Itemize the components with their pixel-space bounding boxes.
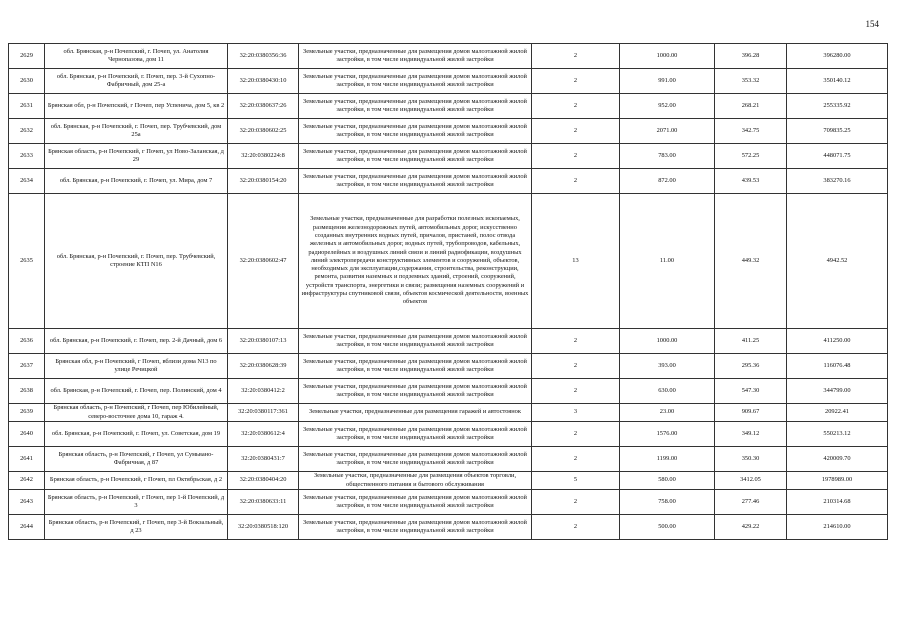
- area-cell: 580.00: [620, 472, 715, 490]
- address-cell: обл. Брянская, р-н Почепский, г. Почеп, ул. Анатолия Чернопазова, дом 11: [45, 44, 228, 69]
- land-use-cell: Земельные участки, предназначенные для размещения домов малоэтажной жилой застройки, в том числе индивидуальной жилой застройки: [299, 119, 532, 144]
- group-cell: 2: [532, 169, 620, 194]
- registry-table: [8, 43, 888, 540]
- table-row: [9, 194, 888, 329]
- table-row: [9, 69, 888, 94]
- address-cell: обл. Брянская, р-н Почепский, г. Почеп, пер. Трубчевский, строение КТП N16: [45, 194, 228, 329]
- group-cell: 2: [532, 69, 620, 94]
- land-use-cell: Земельные участки, предназначенные для размещения домов малоэтажной жилой застройки, в том числе индивидуальной жилой застройки: [299, 422, 532, 447]
- cadastral-value-cell: 116076.48: [787, 354, 888, 379]
- cadastral-number-cell: 32:20:0380612:4: [228, 422, 299, 447]
- address-cell: Брянская обл, р-н Почепский, г Почеп, вблизи дома N13 по улице Речицкой: [45, 354, 228, 379]
- area-cell: 2071.00: [620, 119, 715, 144]
- area-cell: 393.00: [620, 354, 715, 379]
- cadastral-value-cell: 255335.92: [787, 94, 888, 119]
- row-number-cell: 2630: [9, 69, 45, 94]
- cadastral-value-cell: 1978989.00: [787, 472, 888, 490]
- row-number-cell: 2629: [9, 44, 45, 69]
- group-cell: 5: [532, 472, 620, 490]
- cadastral-value-cell: 214610.00: [787, 515, 888, 540]
- table-row: [9, 404, 888, 422]
- address-cell: обл. Брянская, р-н Почепский, г. Почеп, пер. Трубчевский, дом 25а: [45, 119, 228, 144]
- area-cell: 783.00: [620, 144, 715, 169]
- land-use-cell: Земельные участки, предназначенные для размещения домов малоэтажной жилой застройки, в том числе индивидуальной жилой застройки: [299, 94, 532, 119]
- address-cell: Брянская область, р-н Почепский, г Почеп, пл Октябрьская, д 2: [45, 472, 228, 490]
- area-cell: 1000.00: [620, 329, 715, 354]
- specific-value-cell: 572.25: [715, 144, 787, 169]
- specific-value-cell: 3412.05: [715, 472, 787, 490]
- row-number-cell: 2640: [9, 422, 45, 447]
- page-number: 154: [865, 19, 879, 29]
- group-cell: 2: [532, 447, 620, 472]
- cadastral-value-cell: 709835.25: [787, 119, 888, 144]
- cadastral-number-cell: 32:20:0380430:10: [228, 69, 299, 94]
- cadastral-number-cell: 32:20:0380154:20: [228, 169, 299, 194]
- land-use-cell: Земельные участки, предназначенные для размещения домов малоэтажной жилой застройки, в том числе индивидуальной жилой застройки: [299, 44, 532, 69]
- group-cell: 2: [532, 515, 620, 540]
- registry-body: [9, 44, 888, 540]
- cadastral-number-cell: 32:20:0380602:25: [228, 119, 299, 144]
- address-cell: обл. Брянская, р-н Почепский, г. Почеп, пер. 3-й Сухопно-Фабричный, дом 25-а: [45, 69, 228, 94]
- cadastral-value-cell: 344799.00: [787, 379, 888, 404]
- cadastral-number-cell: 32:20:0380633:11: [228, 490, 299, 515]
- cadastral-value-cell: 420009.70: [787, 447, 888, 472]
- cadastral-value-cell: 383270.16: [787, 169, 888, 194]
- group-cell: 2: [532, 119, 620, 144]
- row-number-cell: 2632: [9, 119, 45, 144]
- cadastral-value-cell: 550213.12: [787, 422, 888, 447]
- group-cell: 2: [532, 422, 620, 447]
- row-number-cell: 2631: [9, 94, 45, 119]
- specific-value-cell: 349.12: [715, 422, 787, 447]
- specific-value-cell: 547.30: [715, 379, 787, 404]
- group-cell: 13: [532, 194, 620, 329]
- cadastral-value-cell: 396280.00: [787, 44, 888, 69]
- table-row: [9, 379, 888, 404]
- cadastral-value-cell: 20922.41: [787, 404, 888, 422]
- land-use-cell: Земельные участки, предназначенные для размещения гаражей и автостоянок: [299, 404, 532, 422]
- address-cell: Брянская область, р-н Почепский, г Почеп, пер 1-й Почепский, д 3: [45, 490, 228, 515]
- cadastral-number-cell: 32:20:0380356:36: [228, 44, 299, 69]
- specific-value-cell: 909.67: [715, 404, 787, 422]
- group-cell: 2: [532, 490, 620, 515]
- cadastral-number-cell: 32:20:0380412:2: [228, 379, 299, 404]
- land-use-cell: Земельные участки, предназначенные для размещения объектов торговли, общественного питания и бытового обслуживания: [299, 472, 532, 490]
- row-number-cell: 2641: [9, 447, 45, 472]
- area-cell: 991.00: [620, 69, 715, 94]
- specific-value-cell: 449.32: [715, 194, 787, 329]
- specific-value-cell: 268.21: [715, 94, 787, 119]
- address-cell: обл. Брянская, р-н Почепский, г. Почеп, пер. 2-й Дачный, дом 6: [45, 329, 228, 354]
- land-use-cell: Земельные участки, предназначенные для размещения домов малоэтажной жилой застройки, в том числе индивидуальной жилой застройки: [299, 169, 532, 194]
- specific-value-cell: 295.36: [715, 354, 787, 379]
- specific-value-cell: 350.30: [715, 447, 787, 472]
- row-number-cell: 2636: [9, 329, 45, 354]
- area-cell: 758.00: [620, 490, 715, 515]
- area-cell: 630.00: [620, 379, 715, 404]
- cadastral-number-cell: 32:20:0380637:26: [228, 94, 299, 119]
- area-cell: 23.00: [620, 404, 715, 422]
- row-number-cell: 2643: [9, 490, 45, 515]
- area-cell: 872.00: [620, 169, 715, 194]
- row-number-cell: 2635: [9, 194, 45, 329]
- area-cell: 1199.00: [620, 447, 715, 472]
- group-cell: 3: [532, 404, 620, 422]
- specific-value-cell: 277.46: [715, 490, 787, 515]
- table-row: [9, 515, 888, 540]
- table-row: [9, 422, 888, 447]
- address-cell: обл. Брянская, р-н Почепский, г. Почеп, ул. Мира, дом 7: [45, 169, 228, 194]
- specific-value-cell: 429.22: [715, 515, 787, 540]
- cadastral-value-cell: 411250.00: [787, 329, 888, 354]
- area-cell: 500.00: [620, 515, 715, 540]
- row-number-cell: 2633: [9, 144, 45, 169]
- area-cell: 1576.00: [620, 422, 715, 447]
- group-cell: 2: [532, 94, 620, 119]
- address-cell: Брянская обл, р-н Почепский, г Почеп, пер Успенича, дом 5, кв 2: [45, 94, 228, 119]
- address-cell: Брянская область, р-н Почепский, г Почеп, пер 3-й Вокзальный, д 23: [45, 515, 228, 540]
- address-cell: обл. Брянская, р-н Почепский, г. Почеп, пер. Полинский, дом 4: [45, 379, 228, 404]
- group-cell: 2: [532, 144, 620, 169]
- land-use-cell: Земельные участки, предназначенные для размещения домов малоэтажной жилой застройки, в том числе индивидуальной жилой застройки: [299, 69, 532, 94]
- land-use-cell: Земельные участки, предназначенные для размещения домов малоэтажной жилой застройки, в том числе индивидуальной жилой застройки: [299, 490, 532, 515]
- cadastral-value-cell: 350140.12: [787, 69, 888, 94]
- row-number-cell: 2637: [9, 354, 45, 379]
- address-cell: Брянская область, р-н Почепский, г Почеп, пер Юбилейный, северо-восточнее дома 10, гараж 4.: [45, 404, 228, 422]
- land-use-cell: Земельные участки, предназначенные для размещения домов малоэтажной жилой застройки, в том числе индивидуальной жилой застройки: [299, 447, 532, 472]
- cadastral-value-cell: 210314.68: [787, 490, 888, 515]
- row-number-cell: 2644: [9, 515, 45, 540]
- specific-value-cell: 353.32: [715, 69, 787, 94]
- land-use-cell: Земельные участки, предназначенные для разработки полезных ископаемых, размещения железнодорожных путей, автомобильных дорог, искусственно созданных внутренних водных путей, причалов, пристаней, полос отвода железных и автомобильных дорог, водных путей, трубопроводов, кабельных, радиорелейных и воздушных линий связи и линий радиофикации, воздушных линий электропередачи конструктивных элементов и сооружений, объектов, необходимых для эксплуатации,содержания, строительства, реконструкции, ремонта, развития наземных и подземных зданий, строений, сооружений, устройств транспорта, энергетики и связи; размещения наземных сооружений и инфраструктуры спутниковой связи, объектов космической деятельности, военных объектов: [299, 194, 532, 329]
- table-row: [9, 472, 888, 490]
- area-cell: 11.00: [620, 194, 715, 329]
- specific-value-cell: 439.53: [715, 169, 787, 194]
- specific-value-cell: 342.75: [715, 119, 787, 144]
- table-row: [9, 119, 888, 144]
- land-use-cell: Земельные участки, предназначенные для размещения домов малоэтажной жилой застройки, в том числе индивидуальной жилой застройки: [299, 354, 532, 379]
- row-number-cell: 2634: [9, 169, 45, 194]
- cadastral-number-cell: 32:20:0380404:20: [228, 472, 299, 490]
- address-cell: Брянская область, р-н Почепский, г Почеп, ул Ново-Заланская, д 29: [45, 144, 228, 169]
- group-cell: 2: [532, 44, 620, 69]
- table-row: [9, 329, 888, 354]
- address-cell: обл. Брянская, р-н Почепский, г. Почеп, ул. Советская, дом 19: [45, 422, 228, 447]
- row-number-cell: 2642: [9, 472, 45, 490]
- cadastral-number-cell: 32:20:0380602:47: [228, 194, 299, 329]
- cadastral-number-cell: 32:20:0380117:361: [228, 404, 299, 422]
- specific-value-cell: 396.28: [715, 44, 787, 69]
- cadastral-number-cell: 32:20:0380628:39: [228, 354, 299, 379]
- address-cell: Брянская область, р-н Почепский, г Почеп, ул Сумьвано-Фабричная, д 87: [45, 447, 228, 472]
- cadastral-value-cell: 4942.52: [787, 194, 888, 329]
- area-cell: 1000.00: [620, 44, 715, 69]
- table-row: [9, 144, 888, 169]
- land-use-cell: Земельные участки, предназначенные для размещения домов малоэтажной жилой застройки, в том числе индивидуальной жилой застройки: [299, 144, 532, 169]
- land-use-cell: Земельные участки, предназначенные для размещения домов малоэтажной жилой застройки, в том числе индивидуальной жилой застройки: [299, 515, 532, 540]
- cadastral-number-cell: 32:20:0380431:7: [228, 447, 299, 472]
- land-use-cell: Земельные участки, предназначенные для размещения домов малоэтажной жилой застройки, в том числе индивидуальной жилой застройки: [299, 329, 532, 354]
- row-number-cell: 2638: [9, 379, 45, 404]
- cadastral-value-cell: 448071.75: [787, 144, 888, 169]
- area-cell: 952.00: [620, 94, 715, 119]
- cadastral-number-cell: 32:20:0380224:8: [228, 144, 299, 169]
- cadastral-number-cell: 32:20:0380518:120: [228, 515, 299, 540]
- cadastral-number-cell: 32:20:0380107:13: [228, 329, 299, 354]
- table-row: [9, 169, 888, 194]
- group-cell: 2: [532, 354, 620, 379]
- group-cell: 2: [532, 329, 620, 354]
- table-row: [9, 490, 888, 515]
- group-cell: 2: [532, 379, 620, 404]
- table-row: [9, 94, 888, 119]
- table-row: [9, 447, 888, 472]
- table-row: [9, 44, 888, 69]
- land-use-cell: Земельные участки, предназначенные для размещения домов малоэтажной жилой застройки, в том числе индивидуальной жилой застройки: [299, 379, 532, 404]
- table-row: [9, 354, 888, 379]
- specific-value-cell: 411.25: [715, 329, 787, 354]
- row-number-cell: 2639: [9, 404, 45, 422]
